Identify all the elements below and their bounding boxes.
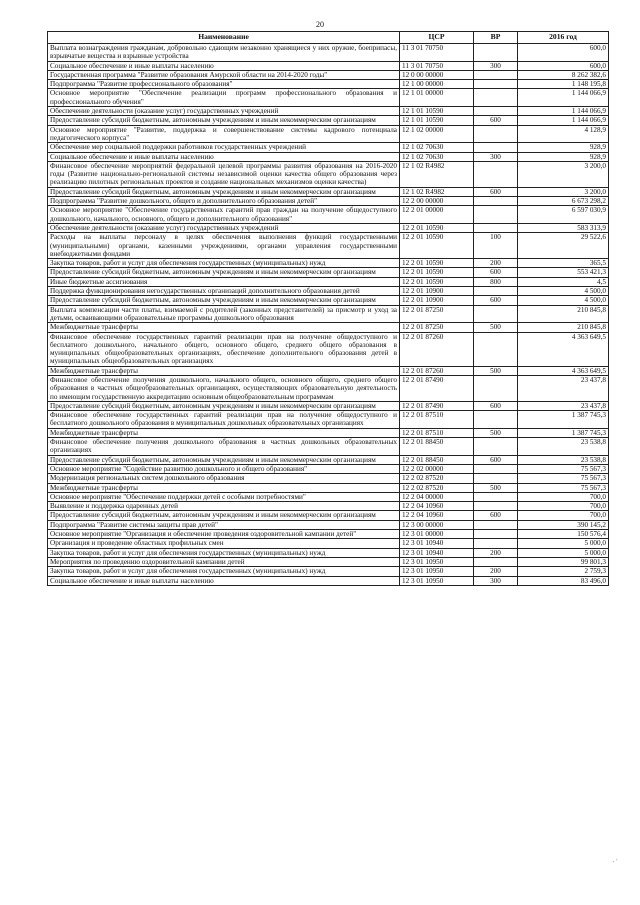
row-name: Организация и проведение областных профильных смен: [48, 539, 400, 548]
table-row: [48, 161, 609, 187]
table-row: [48, 539, 609, 548]
row-sum: 210 845,8: [518, 323, 609, 332]
row-sum: 23 437,8: [518, 401, 609, 410]
row-name: Модернизация региональных систем дошкольного образования: [48, 474, 400, 483]
table-row: [48, 197, 609, 206]
row-csr: 12 2 02 87520: [400, 474, 474, 483]
row-csr: 12 2 01 10900: [400, 287, 474, 296]
row-name: Межбюджетные трансферты: [48, 323, 400, 332]
table-row: [48, 438, 609, 456]
row-sum: 1 144 066,9: [518, 107, 609, 116]
row-vr: [474, 375, 518, 401]
row-name: Основное мероприятие "Обеспечение государственных гарантий прав граждан на получение общедоступного дошкольного, начального, основного, общего и дополнительного образования": [48, 206, 400, 224]
row-sum: 5 000,0: [518, 548, 609, 557]
row-vr: [474, 502, 518, 511]
scan-mark: · ·: [610, 855, 620, 867]
row-vr: [474, 332, 518, 366]
table-body: [48, 44, 609, 586]
row-name: Обеспечение мер социальной поддержки работников государственных учреждений: [48, 143, 400, 152]
table-row: [48, 464, 609, 473]
row-name: Расходы на выплаты персоналу в целях обеспечения выполнения функций государственными (муниципальными) органами, казенными учреждениями, органами управления государственными внебюджетными фондами: [48, 233, 400, 259]
row-name: Финансовое обеспечение мероприятий федеральной целевой программы развития образования на 2016-2020 годы (Развитие национально-региональной системы независимой оценки качества общего образования через реализацию пилотных региональных проектов и создание национальных механизмов оценки качества): [48, 161, 400, 187]
row-csr: 12 2 01 87260: [400, 366, 474, 375]
row-csr: 12 2 01 87510: [400, 411, 474, 429]
table-row: [48, 125, 609, 143]
row-csr: 12 2 01 88450: [400, 438, 474, 456]
row-csr: 12 2 01 10590: [400, 223, 474, 232]
row-csr: 12 1 01 10590: [400, 107, 474, 116]
table-row: [48, 366, 609, 375]
table-row: [48, 287, 609, 296]
row-vr: [474, 143, 518, 152]
row-csr: 12 1 01 10590: [400, 116, 474, 125]
row-name: Подпрограмма "Развитие дошкольного, общего и дополнительного образования детей": [48, 197, 400, 206]
row-name: Подпрограмма "Развитие профессионального образования": [48, 80, 400, 89]
table-row: [48, 206, 609, 224]
row-name: Социальное обеспечение и иные выплаты населению: [48, 152, 400, 161]
row-vr: 300: [474, 152, 518, 161]
table-row: [48, 502, 609, 511]
row-vr: 600: [474, 187, 518, 196]
row-sum: 928,9: [518, 143, 609, 152]
row-csr: 12 1 02 70630: [400, 152, 474, 161]
row-name: Межбюджетные трансферты: [48, 366, 400, 375]
row-vr: [474, 492, 518, 501]
row-vr: 500: [474, 366, 518, 375]
row-csr: 12 2 01 87510: [400, 428, 474, 437]
row-name: Предоставление субсидий бюджетным, автономным учреждениям и иным некоммерческим организациям: [48, 455, 400, 464]
row-name: Предоставление субсидий бюджетным, автономным учреждениям и иным некоммерческим организациям: [48, 296, 400, 305]
table-row: [48, 296, 609, 305]
budget-table: [47, 31, 609, 586]
row-name: Финансовое обеспечение получения дошкольного образования в частных дошкольных образовательных организациях: [48, 438, 400, 456]
row-csr: 12 2 04 10960: [400, 502, 474, 511]
row-sum: 1 387 745,3: [518, 428, 609, 437]
row-vr: 600: [474, 116, 518, 125]
row-csr: 12 2 01 10590: [400, 233, 474, 259]
row-vr: [474, 206, 518, 224]
row-sum: 700,0: [518, 492, 609, 501]
row-csr: 12 2 04 10960: [400, 511, 474, 520]
row-vr: 600: [474, 455, 518, 464]
table-row: [48, 323, 609, 332]
row-vr: 800: [474, 277, 518, 286]
table-row: [48, 152, 609, 161]
row-vr: 600: [474, 296, 518, 305]
row-csr: 12 3 01 10950: [400, 576, 474, 585]
row-vr: [474, 539, 518, 548]
row-name: Предоставление субсидий бюджетным, автономным учреждениям и иным некоммерческим организациям: [48, 401, 400, 410]
row-csr: 11 3 01 70750: [400, 44, 474, 62]
row-name: Выплата вознаграждения гражданам, добровольно сдающим незаконно хранящиеся у них оружие, боеприпасы, взрывчатые вещества и взрывные устройства: [48, 44, 400, 62]
row-vr: 500: [474, 483, 518, 492]
row-name: Основное мероприятие "Обеспечение поддержки детей с особыми потребностями": [48, 492, 400, 501]
row-vr: 100: [474, 233, 518, 259]
row-csr: 12 1 02 R4982: [400, 187, 474, 196]
row-name: Выплата компенсации части платы, взимаемой с родителей (законных представителей) за присмотр и уход за детьми, осваивающими образовательные программы дошкольного образования: [48, 305, 400, 323]
row-name: Основное мероприятие "Организация и обеспечение проведения оздоровительной кампании детей": [48, 530, 400, 539]
row-sum: 99 801,3: [518, 557, 609, 566]
row-vr: [474, 161, 518, 187]
row-sum: 600,0: [518, 61, 609, 70]
table-row: [48, 492, 609, 501]
row-name: Поддержка функционирования негосударственных организаций дополнительного образования детей: [48, 287, 400, 296]
row-sum: 23 437,8: [518, 375, 609, 401]
row-name: Финансовое обеспечение государственных гарантий реализации прав на получение общедоступного и бесплатного дошкольного, начального общего, основного общего, среднего общего образования в муниципальных общеобразовательных организациях, обеспечение дополнительного образования детей в муниципальных общеобразовательных организациях: [48, 332, 400, 366]
row-vr: [474, 125, 518, 143]
row-csr: 12 1 02 70630: [400, 143, 474, 152]
row-sum: 4 128,9: [518, 125, 609, 143]
table-row: [48, 474, 609, 483]
row-csr: 12 2 01 87260: [400, 332, 474, 366]
row-csr: 12 2 01 00000: [400, 206, 474, 224]
row-name: Закупка товаров, работ и услуг для обеспечения государственных (муниципальных) нужд: [48, 548, 400, 557]
row-sum: 75 567,3: [518, 474, 609, 483]
header-year: 2016 год: [518, 32, 609, 44]
row-vr: [474, 223, 518, 232]
row-vr: 500: [474, 428, 518, 437]
row-name: Финансовое обеспечение получения дошкольного, начального общего, основного общего, среднего общего образования в частных общеобразовательных организациях, осуществляющих образовательную деятельность по имеющим государственную аккредитацию основным общеобразовательным программам: [48, 375, 400, 401]
row-sum: 553 421,3: [518, 268, 609, 277]
row-vr: 200: [474, 567, 518, 576]
row-sum: 1 387 745,3: [518, 411, 609, 429]
row-name: Обеспечение деятельности (оказание услуг) государственных учреждений: [48, 223, 400, 232]
table-row: [48, 80, 609, 89]
row-csr: 12 1 00 00000: [400, 80, 474, 89]
row-sum: 150 576,4: [518, 530, 609, 539]
row-name: Закупка товаров, работ и услуг для обеспечения государственных (муниципальных) нужд: [48, 567, 400, 576]
row-vr: [474, 411, 518, 429]
row-sum: 29 522,6: [518, 233, 609, 259]
row-csr: 12 0 00 00000: [400, 70, 474, 79]
row-vr: [474, 80, 518, 89]
row-name: Основное мероприятие "Содействие развитию дошкольного и общего образования": [48, 464, 400, 473]
row-vr: 200: [474, 259, 518, 268]
row-csr: 12 3 00 00000: [400, 520, 474, 529]
table-row: [48, 116, 609, 125]
row-vr: 600: [474, 268, 518, 277]
row-csr: 12 2 04 00000: [400, 492, 474, 501]
row-vr: 300: [474, 576, 518, 585]
row-sum: 4 500,0: [518, 287, 609, 296]
header-vr: ВР: [474, 32, 518, 44]
row-csr: 12 2 01 87250: [400, 323, 474, 332]
row-name: Предоставление субсидий бюджетным, автономным учреждениям и иным некоммерческим организациям: [48, 268, 400, 277]
row-sum: 8 262 382,6: [518, 70, 609, 79]
row-csr: 12 3 01 10940: [400, 548, 474, 557]
row-name: Иные бюджетные ассигнования: [48, 277, 400, 286]
row-name: Социальное обеспечение и иные выплаты населению: [48, 61, 400, 70]
row-vr: [474, 197, 518, 206]
row-sum: 2 759,3: [518, 567, 609, 576]
header-name: Наименование: [48, 32, 400, 44]
row-name: Государственная программа "Развитие образования Амурской области на 2014-2020 годы": [48, 70, 400, 79]
table-row: [48, 223, 609, 232]
table-header-row: [48, 32, 609, 44]
row-vr: 200: [474, 548, 518, 557]
row-vr: [474, 107, 518, 116]
table-row: [48, 70, 609, 79]
row-csr: 12 2 00 00000: [400, 197, 474, 206]
table-row: [48, 233, 609, 259]
row-sum: 4 500,0: [518, 296, 609, 305]
table-row: [48, 455, 609, 464]
table-row: [48, 511, 609, 520]
row-sum: 5 000,0: [518, 539, 609, 548]
table-row: [48, 107, 609, 116]
header-csr: ЦСР: [400, 32, 474, 44]
table-row: [48, 375, 609, 401]
row-vr: [474, 474, 518, 483]
row-name: Финансовое обеспечение государственных гарантий реализации прав на получение общедоступного и бесплатного дошкольного образования в муниципальных дошкольных образовательных организациях: [48, 411, 400, 429]
row-csr: 12 1 02 R4982: [400, 161, 474, 187]
table-row: [48, 61, 609, 70]
table-row: [48, 89, 609, 107]
row-name: Основное мероприятие "Развитие, поддержка и совершенствование системы кадрового потенциала педагогического корпуса": [48, 125, 400, 143]
row-name: Межбюджетные трансферты: [48, 428, 400, 437]
row-name: Обеспечение деятельности (оказание услуг) государственных учреждений: [48, 107, 400, 116]
row-vr: [474, 464, 518, 473]
row-csr: 11 3 01 70750: [400, 61, 474, 70]
row-vr: [474, 44, 518, 62]
row-name: Выявление и поддержка одаренных детей: [48, 502, 400, 511]
row-sum: 3 200,0: [518, 187, 609, 196]
row-csr: 12 3 01 10950: [400, 557, 474, 566]
table-row: [48, 277, 609, 286]
row-name: Мероприятия по проведению оздоровительной кампании детей: [48, 557, 400, 566]
row-sum: 1 148 195,8: [518, 80, 609, 89]
table-row: [48, 259, 609, 268]
table-row: [48, 401, 609, 410]
table-row: [48, 411, 609, 429]
row-csr: 12 3 01 10950: [400, 567, 474, 576]
row-vr: 500: [474, 323, 518, 332]
row-vr: [474, 520, 518, 529]
row-sum: 3 200,0: [518, 161, 609, 187]
row-sum: 6 673 298,2: [518, 197, 609, 206]
row-name: Подпрограмма "Развитие системы защиты прав детей": [48, 520, 400, 529]
row-name: Основное мероприятие "Обеспечение реализации программ профессионального образования и профессионального обучения": [48, 89, 400, 107]
row-sum: 210 845,8: [518, 305, 609, 323]
row-sum: 600,0: [518, 44, 609, 62]
table-row: [48, 44, 609, 62]
row-sum: 700,0: [518, 511, 609, 520]
row-sum: 4,5: [518, 277, 609, 286]
row-vr: [474, 287, 518, 296]
row-sum: 23 538,8: [518, 438, 609, 456]
row-sum: 583 313,9: [518, 223, 609, 232]
table-row: [48, 268, 609, 277]
row-sum: 75 567,3: [518, 483, 609, 492]
row-csr: 12 2 01 88450: [400, 455, 474, 464]
row-csr: 12 1 02 00000: [400, 125, 474, 143]
table-row: [48, 305, 609, 323]
table-row: [48, 567, 609, 576]
row-sum: 700,0: [518, 502, 609, 511]
row-csr: 12 2 01 87250: [400, 305, 474, 323]
table-row: [48, 520, 609, 529]
row-csr: 12 3 01 10940: [400, 539, 474, 548]
row-csr: 12 2 01 10590: [400, 259, 474, 268]
row-vr: 300: [474, 61, 518, 70]
row-sum: 4 363 649,5: [518, 366, 609, 375]
row-vr: 600: [474, 401, 518, 410]
row-vr: [474, 305, 518, 323]
page-number: 20: [316, 20, 324, 29]
row-sum: 6 597 030,9: [518, 206, 609, 224]
row-sum: 75 567,3: [518, 464, 609, 473]
table-row: [48, 548, 609, 557]
row-vr: [474, 438, 518, 456]
table-row: [48, 187, 609, 196]
row-csr: 12 2 01 10590: [400, 277, 474, 286]
row-vr: [474, 70, 518, 79]
row-sum: 1 144 066,9: [518, 116, 609, 125]
row-name: Социальное обеспечение и иные выплаты населению: [48, 576, 400, 585]
row-name: Предоставление субсидий бюджетным, автономным учреждениям и иным некоммерческим организациям: [48, 116, 400, 125]
row-csr: 12 2 01 10900: [400, 296, 474, 305]
table-row: [48, 557, 609, 566]
row-sum: 23 538,8: [518, 455, 609, 464]
row-vr: [474, 530, 518, 539]
row-sum: 83 496,0: [518, 576, 609, 585]
table-row: [48, 143, 609, 152]
row-sum: 1 144 066,9: [518, 89, 609, 107]
row-name: Закупка товаров, работ и услуг для обеспечения государственных (муниципальных) нужд: [48, 259, 400, 268]
row-sum: 390 145,2: [518, 520, 609, 529]
row-csr: 12 2 01 87490: [400, 375, 474, 401]
row-csr: 12 1 01 00000: [400, 89, 474, 107]
table-row: [48, 332, 609, 366]
row-vr: 600: [474, 511, 518, 520]
row-name: Предоставление субсидий бюджетным, автономным учреждениям и иным некоммерческим организациям: [48, 511, 400, 520]
row-sum: 928,9: [518, 152, 609, 161]
row-csr: 12 2 01 10590: [400, 268, 474, 277]
row-sum: 365,5: [518, 259, 609, 268]
row-csr: 12 2 02 87520: [400, 483, 474, 492]
row-vr: [474, 557, 518, 566]
row-csr: 12 2 02 00000: [400, 464, 474, 473]
row-vr: [474, 89, 518, 107]
table-row: [48, 576, 609, 585]
row-csr: 12 2 01 87490: [400, 401, 474, 410]
row-name: Предоставление субсидий бюджетным, автономным учреждениям и иным некоммерческим организациям: [48, 187, 400, 196]
row-csr: 12 3 01 00000: [400, 530, 474, 539]
table-row: [48, 428, 609, 437]
row-name: Межбюджетные трансферты: [48, 483, 400, 492]
table-row: [48, 483, 609, 492]
row-sum: 4 363 649,5: [518, 332, 609, 366]
table-row: [48, 530, 609, 539]
